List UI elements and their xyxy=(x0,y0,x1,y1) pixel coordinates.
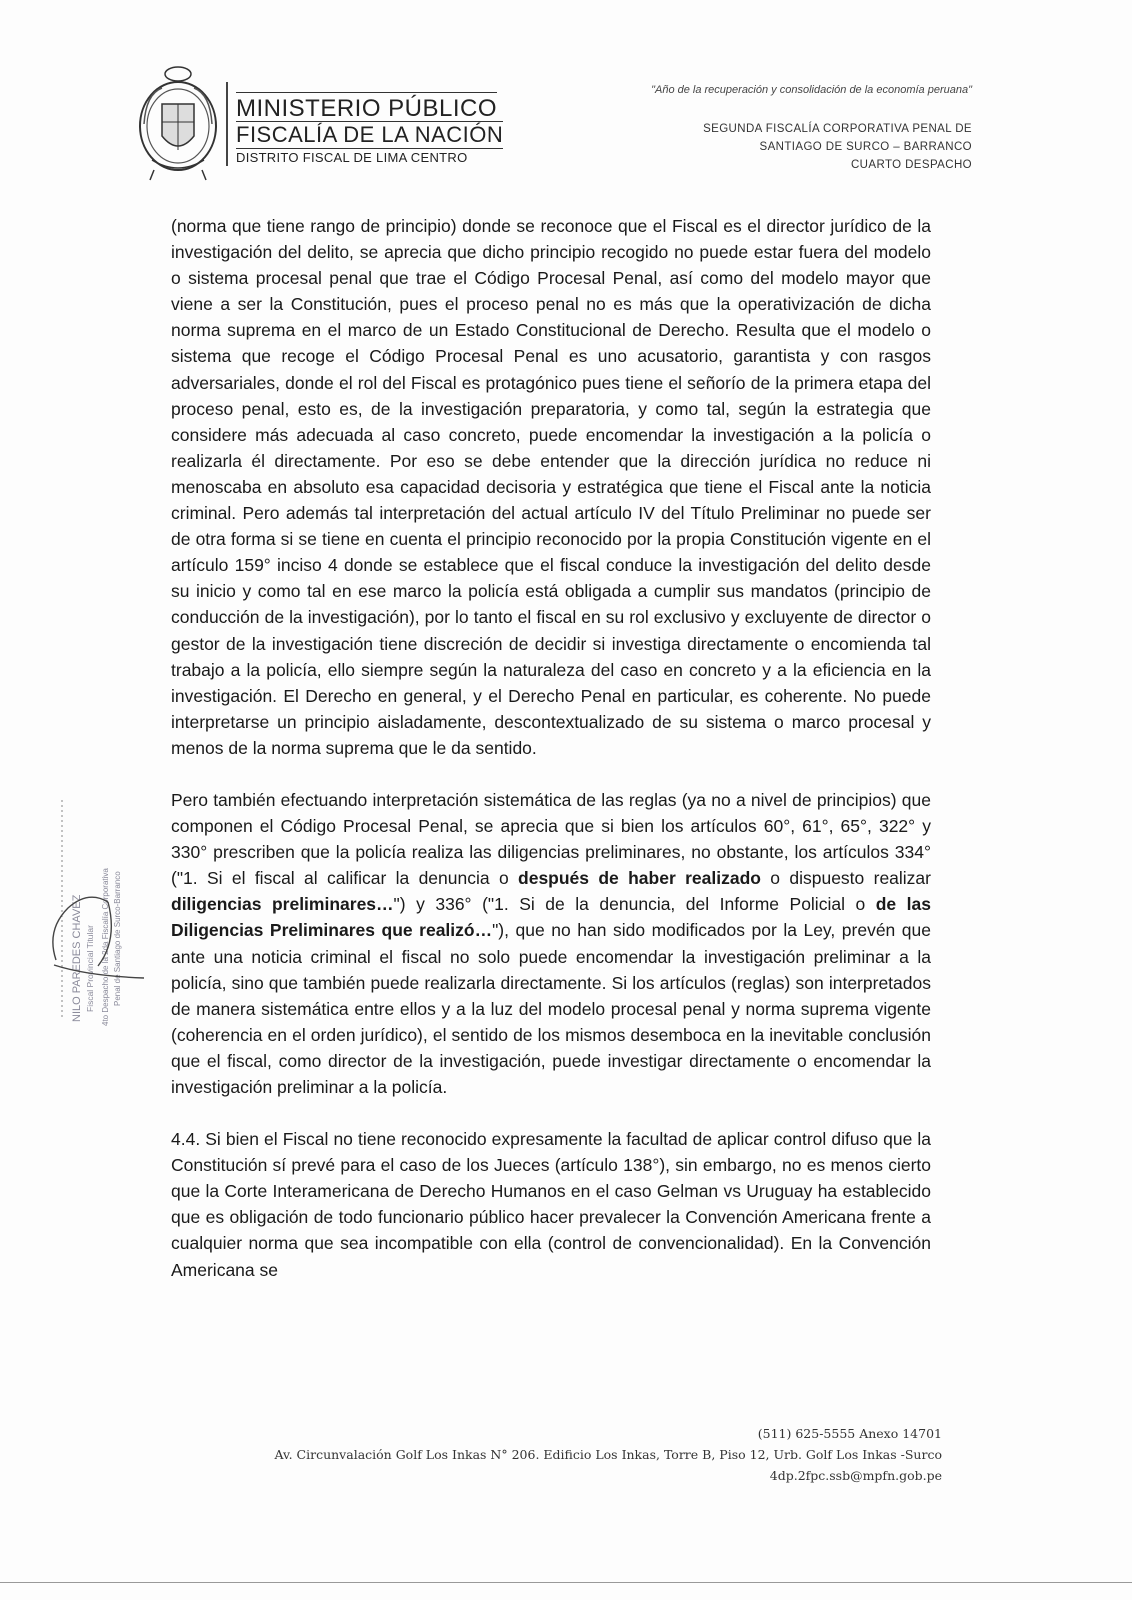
text-run: o dispuesto realizar xyxy=(760,868,931,889)
office-block xyxy=(703,120,972,174)
stamp-district: Penal de Santiago de Surco-Barranco xyxy=(113,871,122,1006)
footer-contact xyxy=(275,1423,943,1486)
text-run: Pero también efectuando interpretación sistemática de las reglas (ya no a nivel de principios) que componen el Código Procesal Penal, se aprecia que si bien los artículos 60°, 61°, 65°, 322° y 330° prescriben que la policía realiza las diligencias preliminares, no obstante, los artículos 334° ("1. Si el fiscal al calificar la denuncia o xyxy=(171,789,931,889)
official-stamp xyxy=(48,790,158,1030)
bold-run: diligencias preliminares… xyxy=(171,894,394,915)
office-line: CUARTO DESPACHO xyxy=(850,159,972,171)
institution-name: MINISTERIO PÚBLICO xyxy=(236,92,497,123)
text-run: "), que no han sido modificados por la Ley, prevén que ante una noticia criminal el fiscal no solo puede encomendar la investigación preliminar a la policía, sino que también puede realizarla directamente. Si los artículos (reglas) son interpretados de manera sistemática entre ellos y a la luz del modelo procesal penal y norma suprema vigente (coherencia en el orden jurídico), el sentido de los mismos desemboca en la inevitable conclusión que el fiscal, como director de la investigación, puede investigar directamente o encomendar la investigación preliminar a la policía. xyxy=(171,920,932,1097)
page-bottom-rule xyxy=(0,1582,1132,1583)
text-run: ") y 336° ("1. Si de la denuncia, del Informe Policial o xyxy=(393,894,876,915)
national-seal-icon xyxy=(132,64,224,182)
paragraph-2 xyxy=(171,787,931,1100)
paragraph-3: 4.4. Si bien el Fiscal no tiene reconocido expresamente la facultad de aplicar control difuso que la Constitución sí prevé para el caso de los Jueces (artículo 138°), sin embargo, no es menos cierto que la Corte Interamericana de Derecho Humanos en el caso Gelman vs Uruguay ha establecido que es obligación de todo funcionario público hacer prevalecer la Convención Americana frente a cualquier norma que sea incompatible con ella (control de convencionalidad). En la Convención Americana se xyxy=(171,1129,931,1280)
district-name: DISTRITO FISCAL DE LIMA CENTRO xyxy=(236,150,468,165)
footer-address: Av. Circunvalación Golf Los Inkas N° 206. Edificio Los Inkas, Torre B, Piso 12, Urb. Golf Los Inkas -Surco xyxy=(274,1447,942,1462)
subinstitution-name: FISCALÍA DE LA NACIÓN xyxy=(236,122,504,147)
footer-email: 4dp.2fpc.ssb@mpfn.gob.pe xyxy=(769,1468,942,1483)
signature-mark xyxy=(53,897,144,978)
bold-run: de las Diligencias Preliminares que realizó… xyxy=(171,894,931,941)
office-line: SANTIAGO DE SURCO – BARRANCO xyxy=(759,141,972,153)
footer-phone: (511) 625-5555 Anexo 14701 xyxy=(757,1426,942,1441)
office-line: SEGUNDA FISCALÍA CORPORATIVA PENAL DE xyxy=(703,123,972,135)
bold-run: después de haber realizado xyxy=(518,868,761,889)
stamp-name: NILO PAREDES CHAVEZ xyxy=(71,894,83,1022)
paragraph-1: (norma que tiene rango de principio) donde se reconoce que el Fiscal es el director jurídico de la investigación del delito, se aprecia que dicho principio recogido no puede estar fuera del modelo o sistema procesal penal que trae el Código Procesal Penal, así como del modelo mayor que viene a ser la Constitución, pues el proceso penal no es más que la operativización de dicha norma suprema en el marco de un Estado Constitucional de Derecho. Resulta que el modelo o sistema que recoge el Código Procesal Penal es uno acusatorio, garantista y con rasgos adversariales, donde el rol del Fiscal es protagónico pues tiene el señorío de la primera etapa del proceso penal, esto es, de la investigación preparatoria, y como tal, según la estrategia que considere más adecuada al caso concreto, puede encomendar la investigación a la policía o realizarla él directamente. Por eso se debe entender que la dirección jurídica no reduce ni menoscaba en absoluto esa capacidad decisoria y estratégica que tiene el Fiscal ante la noticia criminal. Pero además tal interpretación del actual artículo IV del Título Preliminar no puede ser de otra forma si se tiene en cuenta el principio reconocido por la propia Constitución vigente en el artículo 159° inciso 4 donde se establece que el fiscal conduce la investigación del delito desde su inicio y como tal en ese marco la policía está obligada a cumplir sus mandatos (principio de conducción de la investigación), por lo tanto el fiscal en su rol exclusivo y excluyente de director o gestor de la investigación tiene discreción de decidir si investiga directamente o encomienda tal trabajo a la policía, ello siempre según la naturaleza del caso en concreto y a la eficiencia en la investigación. El Derecho en general, y el Derecho Penal en particular, es coherente. No puede interpretarse un principio aisladamente, descontextualizado de su sistema o marco procesal y menos de la norma suprema que le da sentido. xyxy=(171,216,931,758)
year-motto: "Año de la recuperación y consolidación de la economía peruana" xyxy=(651,84,972,96)
stamp-title: Fiscal Provincial Titular xyxy=(85,925,95,1012)
document-body xyxy=(171,213,931,1283)
stamp-office: 4to Despacho de la 2da Fiscalía Corporativa xyxy=(101,868,110,1026)
